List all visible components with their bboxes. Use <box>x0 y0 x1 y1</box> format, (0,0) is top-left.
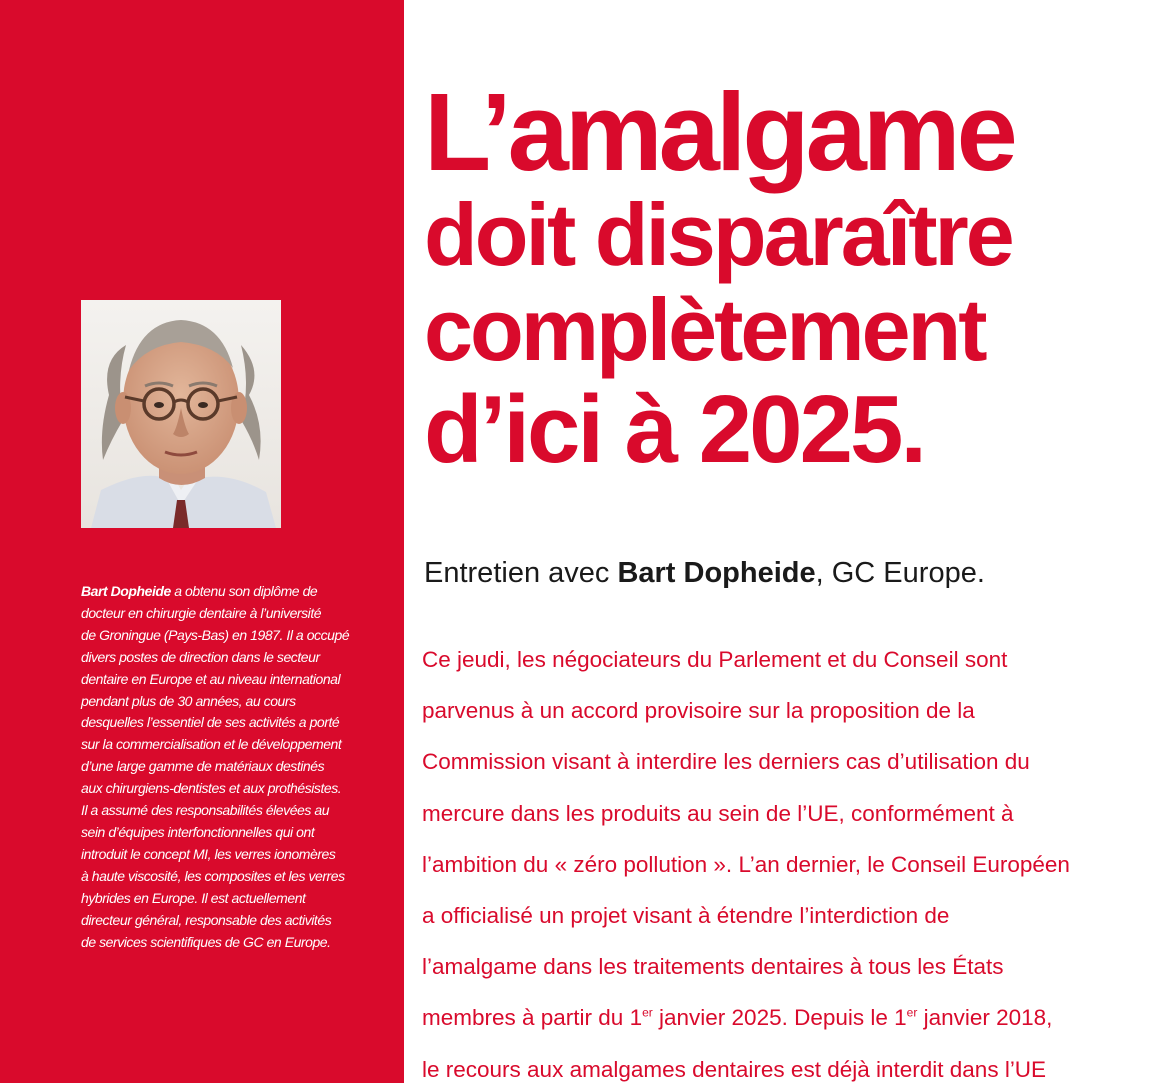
headline-line-2: doit disparaître <box>424 185 1012 284</box>
bio-line: directeur général, responsable des activités <box>81 911 332 928</box>
bio-line: dentaire en Europe et au niveau international <box>81 670 341 687</box>
body-line: Commission visant à interdire les derniers cas d’utilisation du <box>422 749 1030 775</box>
body-line <box>422 992 1172 1043</box>
headline-line-1: L’amalgame <box>424 71 1014 194</box>
bio-line: divers postes de direction dans le secteur <box>81 648 320 665</box>
bio-line <box>81 581 381 603</box>
portrait-photo <box>81 300 281 528</box>
body-line: parvenus à un accord provisoire sur la proposition de la <box>422 698 975 724</box>
bio-line-1-rest: a obtenu son diplôme de <box>170 583 318 599</box>
headline <box>424 71 1164 483</box>
subtitle-prefix: Entretien avec <box>424 557 618 589</box>
bio-line: introduit le concept MI, les verres ionomères <box>81 845 336 862</box>
bio-line: sein d’équipes interfonctionnelles qui ont <box>81 823 315 840</box>
body-line-8-part-b: janvier 2025. Depuis le 1 <box>652 1005 907 1031</box>
headline-line-4: d’ici à 2025. <box>424 376 925 483</box>
body-line: l’ambition du « zéro pollution ». L’an dernier, le Conseil Européen <box>422 851 1070 877</box>
subtitle <box>424 553 985 593</box>
headline-line-3: complètement <box>424 280 985 379</box>
body-line: Ce jeudi, les négociateurs du Parlement et du Conseil sont <box>422 647 1008 672</box>
bio-line: pendant plus de 30 années, au cours <box>81 692 296 709</box>
subtitle-interviewee-name: Bart Dopheide <box>617 557 816 589</box>
bio-line: sur la commercialisation et le développement <box>81 736 342 753</box>
red-sidebar <box>0 0 404 1083</box>
ordinal-superscript: er <box>906 1005 918 1020</box>
bio-line: de services scientifiques de GC en Europe. <box>81 933 331 950</box>
bio-line: docteur en chirurgie dentaire à l’université <box>81 604 322 621</box>
body-line-8-part-c: janvier 2018, <box>917 1005 1053 1031</box>
bio-line: desquelles l’essentiel de ses activités a porté <box>81 714 340 731</box>
body-line: l’amalgame dans les traitements dentaires à tous les États <box>422 954 1004 980</box>
portrait-illustration <box>81 300 281 528</box>
bio-line: à haute viscosité, les composites et les verres <box>81 867 345 884</box>
bio-line: de Groningue (Pays-Bas) en 1987. Il a occupé <box>81 626 350 643</box>
bio-line: hybrides en Europe. Il est actuellement <box>81 889 306 906</box>
bio-line: d’une large gamme de matériaux destinés <box>81 758 325 775</box>
bio-line: aux chirurgiens-dentistes et aux prothésistes. <box>81 780 342 797</box>
body-line-8-part-a: membres à partir du 1 <box>422 1005 643 1031</box>
author-bio <box>81 581 381 953</box>
body-line: mercure dans les produits au sein de l’UE, conformément à <box>422 800 1014 826</box>
ordinal-superscript: er <box>642 1005 653 1020</box>
bio-line: Il a assumé des responsabilités élevées au <box>81 802 330 819</box>
article-body <box>422 634 1172 1083</box>
subtitle-suffix: , GC Europe. <box>815 557 985 589</box>
bio-author-name: Bart Dopheide <box>81 583 171 599</box>
body-line: le recours aux amalgames dentaires est déjà interdit dans l’UE <box>422 1056 1047 1082</box>
body-line: a officialisé un projet visant à étendre l’interdiction de <box>422 903 950 929</box>
